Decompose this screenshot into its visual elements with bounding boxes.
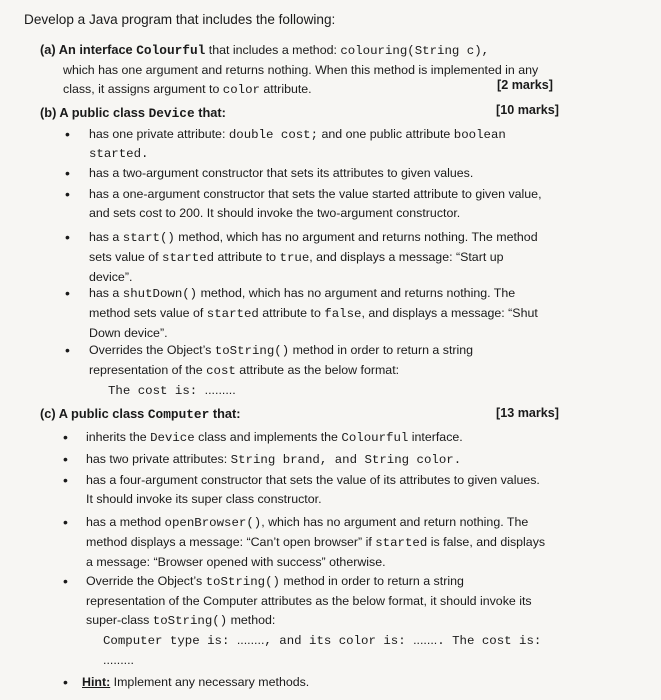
- part-c-item-1: inherits the Device class and implements the Colourful interface.: [86, 430, 463, 445]
- part-a-interface-name: Colourful: [136, 43, 206, 58]
- part-a-line3-post: attribute.: [259, 82, 312, 96]
- part-b-item-6: Overrides the Object’s toString() method in order to return a string representation of the cost attribute as the below format: The cost is: .........: [89, 343, 474, 398]
- bullet-icon: •: [63, 573, 68, 589]
- cost-format: The cost is:: [108, 384, 205, 398]
- part-a-marks: [2 marks]: [497, 78, 554, 92]
- part-b-marks: [10 marks]: [496, 103, 560, 117]
- part-b-class-name: Device: [148, 106, 195, 121]
- part-a-line1-rest: that includes a method:: [205, 43, 341, 57]
- part-c-item-4: has a method openBrowser(), which has no argument and return nothing. The method displays a message: “Can’t open browser” if started is false, and displays a message: “Browser opened with success” otherwise.: [86, 515, 546, 569]
- part-c-item-2: has two private attributes: String brand, and String color.: [86, 452, 462, 467]
- bullet-icon: •: [65, 229, 70, 245]
- bullet-icon: •: [63, 674, 68, 690]
- part-b-label: (b) A public class: [40, 105, 149, 120]
- bullet-icon: •: [65, 342, 70, 358]
- part-b-item-3: has a one-argument constructor that sets the value started attribute to given value, and sets cost to 200. It should invoke the two-argument constructor.: [89, 187, 542, 220]
- bullet-icon: •: [65, 285, 70, 301]
- part-a-attr: color: [222, 83, 260, 97]
- part-a-label: (a) An interface: [40, 42, 137, 57]
- bullet-icon: •: [63, 472, 68, 488]
- part-a-line3-pre: class, it assigns argument to: [63, 82, 223, 96]
- bullet-icon: •: [65, 126, 70, 142]
- bullet-icon: •: [65, 165, 70, 181]
- part-b-item-4: has a start() method, which has no argument and returns nothing. The method sets value of started attribute to true, and displays a message: “Start up device”.: [89, 230, 538, 284]
- part-b-heading: [40, 105, 226, 121]
- part-b-label-post: that:: [194, 105, 226, 120]
- computer-format-line: Computer type is: ........, and its color is: ........ The cost is:: [103, 633, 542, 648]
- bullet-icon: •: [63, 514, 68, 530]
- bullet-icon: •: [63, 429, 68, 445]
- bullet-icon: •: [63, 451, 68, 467]
- bullet-icon: •: [65, 186, 70, 202]
- hint-text: Implement any necessary methods.: [110, 675, 310, 689]
- part-c-label: (c) A public class: [40, 406, 148, 421]
- part-c-marks: [13 marks]: [496, 406, 560, 420]
- intro-text: Develop a Java program that includes the following:: [24, 12, 336, 27]
- part-c-item-5: Override the Object’s toString() method in order to return a string representation of the Computer attributes as the below format, it should invoke its super-class toString() method: Computer type is: ........, and its color is: ........ The cost is: .........: [86, 572, 582, 670]
- part-c-item-3: has a four-argument constructor that sets the value of its attributes to given values. It should invoke its super class constructor.: [86, 473, 540, 506]
- part-b-item-1: has one private attribute: double cost; and one public attribute boolean started.: [89, 127, 506, 161]
- part-a-method: colouring(String c),: [340, 44, 490, 58]
- part-c-heading: [40, 406, 241, 422]
- part-b-item-2: has a two-argument constructor that sets its attributes to given values.: [89, 166, 474, 180]
- part-c-class-name: Computer: [147, 407, 210, 422]
- hint-label: Hint:: [82, 675, 111, 689]
- part-b-item-5: has a shutDown() method, which has no argument and returns nothing. The method sets value of started attribute to false, and displays a message: “Shut Down device”.: [89, 286, 538, 340]
- part-a-line-2: which has one argument and returns nothing. When this method is implemented in any: [63, 63, 539, 77]
- part-a-line-1: [40, 40, 585, 61]
- hint-line: [82, 673, 582, 692]
- part-c-label-post: that:: [209, 406, 241, 421]
